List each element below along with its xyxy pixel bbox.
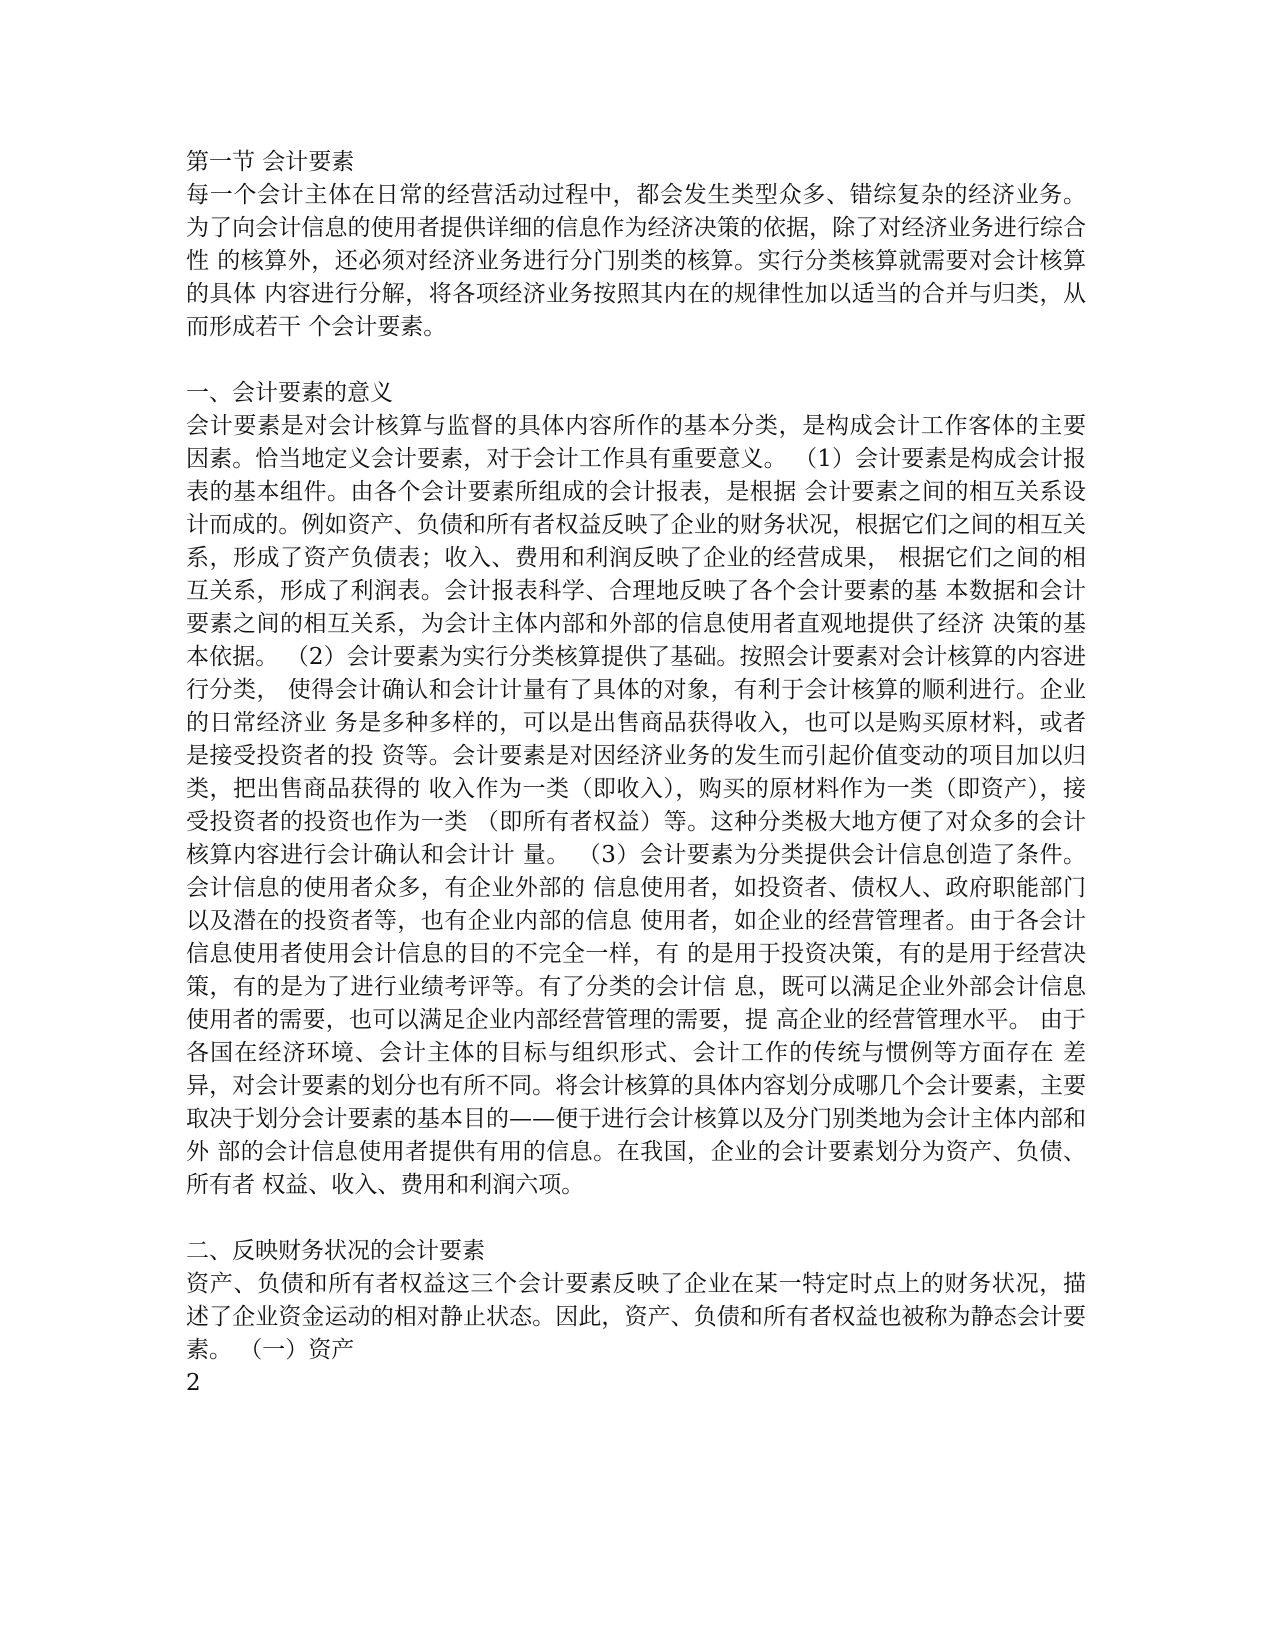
part2-heading: 二、反映财务状况的会计要素 [186,1238,485,1264]
section-title: 第一节 会计要素 [186,149,355,175]
part1-paragraph: 会计要素是对会计核算与监督的具体内容所作的基本分类，是构成会计工作客体的主要 因素。恰当地定义会计要素，对于会计工作具有重要意义。 （1）会计要素是构成会计报表的基本组件。由各个会计要素所组成的会计报表，是根据 会计要素之间的相互关系设计而成的。例如资产、负债和所有者权益反映了企业的财务状况，根据它们之间的相互关系，形成了资产负债表；收入、费用和利润反映了企业的经营成果， 根据它们之间的相互关系，形成了利润表。会计报表科学、合理地反映了各个会计要素的基 本数据和会计要素之间的相互关系，为会计主体内部和外部的信息使用者直观地提供了经济 决策的基本依据。 （2）会计要素为实行分类核算提供了基础。按照会计要素对会计核算的内容进行分类， 使得会计确认和会计计量有了具体的对象，有利于会计核算的顺利进行。企业的日常经济业 务是多种多样的，可以是出售商品获得收入，也可以是购买原材料，或者是接受投资者的投 资等。会计要素是对因经济业务的发生而引起价值变动的项目加以归类，把出售商品获得的 收入作为一类（即收入），购买的原材料作为一类（即资产），接受投资者的投资也作为一类 （即所有者权益）等。这种分类极大地方便了对众多的会计核算内容进行会计确认和会计计 量。 （3）会计要素为分类提供会计信息创造了条件。会计信息的使用者众多，有企业外部的 信息使用者，如投资者、债权人、政府职能部门以及潜在的投资者等，也有企业内部的信息 使用者，如企业的经营管理者。由于各会计信息使用者使用会计信息的目的不完全一样，有 的是用于投资决策，有的是用于经营决策，有的是为了进行业绩考评等。有了分类的会计信 息，既可以满足企业外部会计信息使用者的需要，也可以满足企业内部经营管理的需要，提 高企业的经营管理水平。 由于各国在经济环境、会计主体的目标与组织形式、会计工作的传统与惯例等方面存在 差异，对会计要素的划分也有所不同。将会计核算的具体内容划分成哪几个会计要素，主要 取决于划分会计要素的基本目的——便于进行会计核算以及分门别类地为会计主体内部和外 部的会计信息使用者提供有用的信息。在我国，企业的会计要素划分为资产、负债、所有者 权益、收入、费用和利润六项。 [186,413,1086,1198]
part2-paragraph: 资产、负债和所有者权益这三个会计要素反映了企业在某一特定时点上的财务状况，描 述了企业资金运动的相对静止状态。因此，资产、负债和所有者权益也被称为静态会计要素。 （一）资产 [186,1271,1086,1363]
page-number: 2 [186,1370,201,1396]
intro-paragraph: 每一个会计主体在日常的经营活动过程中，都会发生类型众多、错综复杂的经济业务。 为了向会计信息的使用者提供详细的信息作为经济决策的依据，除了对经济业务进行综合性 的核算外，还必须对经济业务进行分门别类的核算。实行分类核算就需要对会计核算的具体 内容进行分解，将各项经济业务按照其内在的规律性加以适当的合并与归类，从而形成若干 个会计要素。 [186,182,1086,340]
document-page [186,146,1086,1400]
part1-heading: 一、会计要素的意义 [186,380,393,406]
